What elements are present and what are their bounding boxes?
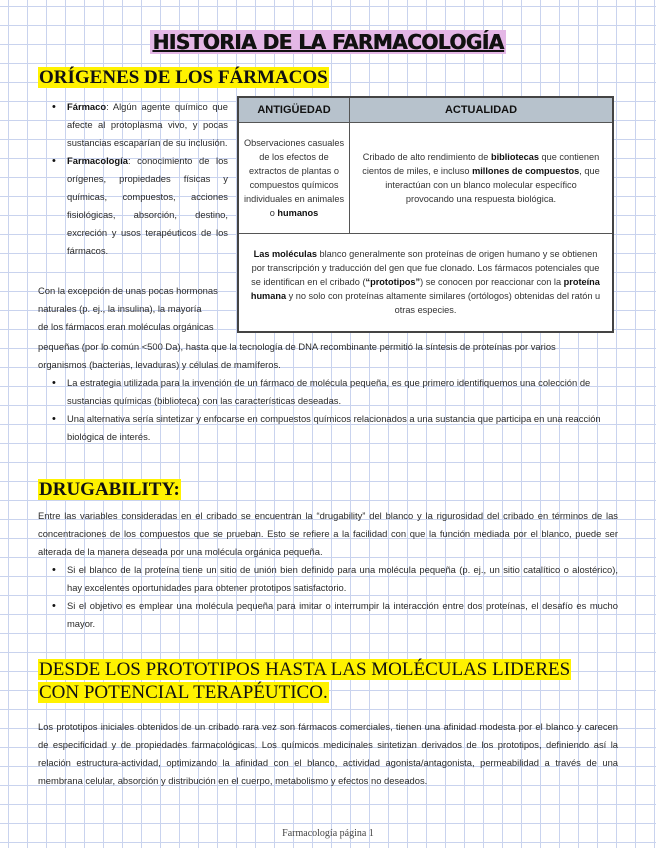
definition-text: : Algún agente químico que afecte al protoplasma vivo, y pocas sustancias escaparían de su inclusión. xyxy=(67,101,228,148)
drugability-list xyxy=(38,561,618,633)
definition-item-farmacologia xyxy=(38,152,228,260)
drugability-item: • Si el objetivo es emplear una molécula pequeña para imitar o interrumpir la interacción entre dos proteínas, el desafío es mucho mayor. xyxy=(38,597,618,633)
page-title-text: HISTORIA DE LA FARMACOLOGÍA xyxy=(152,30,504,54)
strategy-item: • La estrategia utilizada para la invención de un fármaco de molécula pequeña, es que primero identifiquemos una colección de sustancias químicas (biblioteca) con las características deseadas. xyxy=(38,374,618,410)
section-heading-drugability-text: DRUGABILITY: xyxy=(39,479,180,500)
drugability-item: • Si el blanco de la proteína tiene un sitio de unión bien definido para una molécula pequeña (p. ej., un sitio catalítico o alostérico), hay excelentes oportunidades para obtener prototipos satisfactorio. xyxy=(38,561,618,597)
definition-term: Farmacología xyxy=(67,155,128,166)
definition-term: Fármaco xyxy=(67,101,107,112)
cell-line: extractos de plantas o xyxy=(249,165,339,176)
origenes-definitions xyxy=(38,98,228,260)
header-actualidad: ACTUALIDAD xyxy=(350,97,614,123)
section-heading-origenes-text: ORÍGENES DE LOS FÁRMACOS xyxy=(39,67,328,88)
table-row xyxy=(238,123,613,234)
header-antiguedad: ANTIGÜEDAD xyxy=(238,97,350,123)
cell-bottom xyxy=(238,233,613,332)
paragraph-line: de los fármacos eran moléculas orgánicas xyxy=(38,321,214,332)
cell-bold: “prototipos” xyxy=(365,277,421,288)
cell-actualidad xyxy=(350,123,614,234)
origenes-paragraph-left xyxy=(38,282,235,336)
paragraph-line: Con la excepción de unas pocas hormonas xyxy=(38,285,218,296)
cell-text: Cribado de alto rendimiento de xyxy=(362,151,491,162)
definition-item-farmaco xyxy=(38,98,228,152)
cell-text: , que interactúan con un blanco molecular específico provocando una respuesta biológica. xyxy=(385,165,600,204)
cell-text: ) se conocen por reaccionar con la xyxy=(420,277,564,288)
page-title xyxy=(0,20,656,57)
table-row xyxy=(238,233,613,332)
paragraph-line: organismos (bacterias, levaduras) y células de mamíferos. xyxy=(38,359,281,370)
cell-bold: humanos xyxy=(277,207,319,218)
cell-bold: bibliotecas xyxy=(490,151,539,162)
section-heading-drugability xyxy=(38,478,181,501)
page-footer: Farmacología página 1 xyxy=(282,828,374,839)
cell-text: blanco generalmente son proteínas de origen humano y se obtienen por transcripción y traducción del gen que fue clonado. Los fármacos potenciales que se identifican en el cribado ( xyxy=(251,249,600,288)
definitions-list xyxy=(38,98,228,260)
section-heading-prototipos xyxy=(38,658,628,704)
cell-line: Observaciones casuales xyxy=(243,137,345,148)
cell-antiguedad xyxy=(238,123,350,234)
cell-line: compuestos químicos xyxy=(249,179,339,190)
table-header-row xyxy=(238,97,613,123)
paragraph-line: pequeñas (por lo común <500 Da), hasta que la tecnología de DNA recombinante permitió la síntesis de proteínas por varios xyxy=(38,341,556,352)
strategy-item: • Una alternativa sería sintetizar y enfocarse en compuestos químicos relacionados a una sustancia que participa en una reacción biológica de interés. xyxy=(38,410,618,446)
drugability-body xyxy=(38,507,618,633)
section-heading-line: DESDE LOS PROTOTIPOS HASTA LAS MOLÉCULAS LIDERES xyxy=(39,659,571,680)
section-heading-line: CON POTENCIAL TERAPÉUTICO. xyxy=(39,682,328,703)
cell-bold: Las moléculas xyxy=(253,249,317,260)
cell-line: individuales en animales xyxy=(243,193,345,204)
strategy-list xyxy=(38,374,618,446)
origenes-paragraph-full xyxy=(38,338,618,446)
comparison-table xyxy=(237,96,614,333)
prototipos-paragraph: Los prototipos iniciales obtenidos de un cribado rara vez son fármacos comerciales, tienen una afinidad modesta por el blanco y carecen de especificidad y de propiedades farmacológicas. Los químicos medicinales sintetizan derivados de los prototipos, definiendo así la relación estructura-actividad, optimizando la afinidad con el blanco, actividad agonista/antagonista, permeabilidad a través de una membrana celular, absorción y distribución en el cuerpo, metabolismo y efectos no deseados. xyxy=(38,721,618,786)
cell-line xyxy=(243,206,345,220)
section-heading-origenes xyxy=(38,66,329,89)
paragraph-line: naturales (p. ej., la insulina), la mayoría xyxy=(38,303,202,314)
cell-text: que contienen cientos de miles, e incluso xyxy=(362,151,600,176)
cell-text: o xyxy=(269,207,275,218)
cell-text: y no solo con proteínas altamente similares (ortólogos) obtenidas del ratón u otras especies. xyxy=(286,291,601,316)
definition-text: : conocimiento de los orígenes, propiedades físicas y químicas, compuestos, acciones fisiológicas, absorción, destino, excreción y usos terapéuticos de los fármacos. xyxy=(67,155,228,256)
cell-line: de los efectos de xyxy=(259,151,329,162)
cell-bold: millones de compuestos xyxy=(472,165,580,176)
cell-bold: proteína humana xyxy=(250,277,600,302)
drugability-paragraph: Entre las variables consideradas en el cribado se encuentran la “drugability” del blanco y la rigurosidad del cribado en términos de las concentraciones de los compuestos que se prueban. Esto se refiere a la facilidad con que la función mediada por el blanco, puede ser alterada de la manera deseada por una molécula orgánica pequeña. xyxy=(38,510,618,557)
